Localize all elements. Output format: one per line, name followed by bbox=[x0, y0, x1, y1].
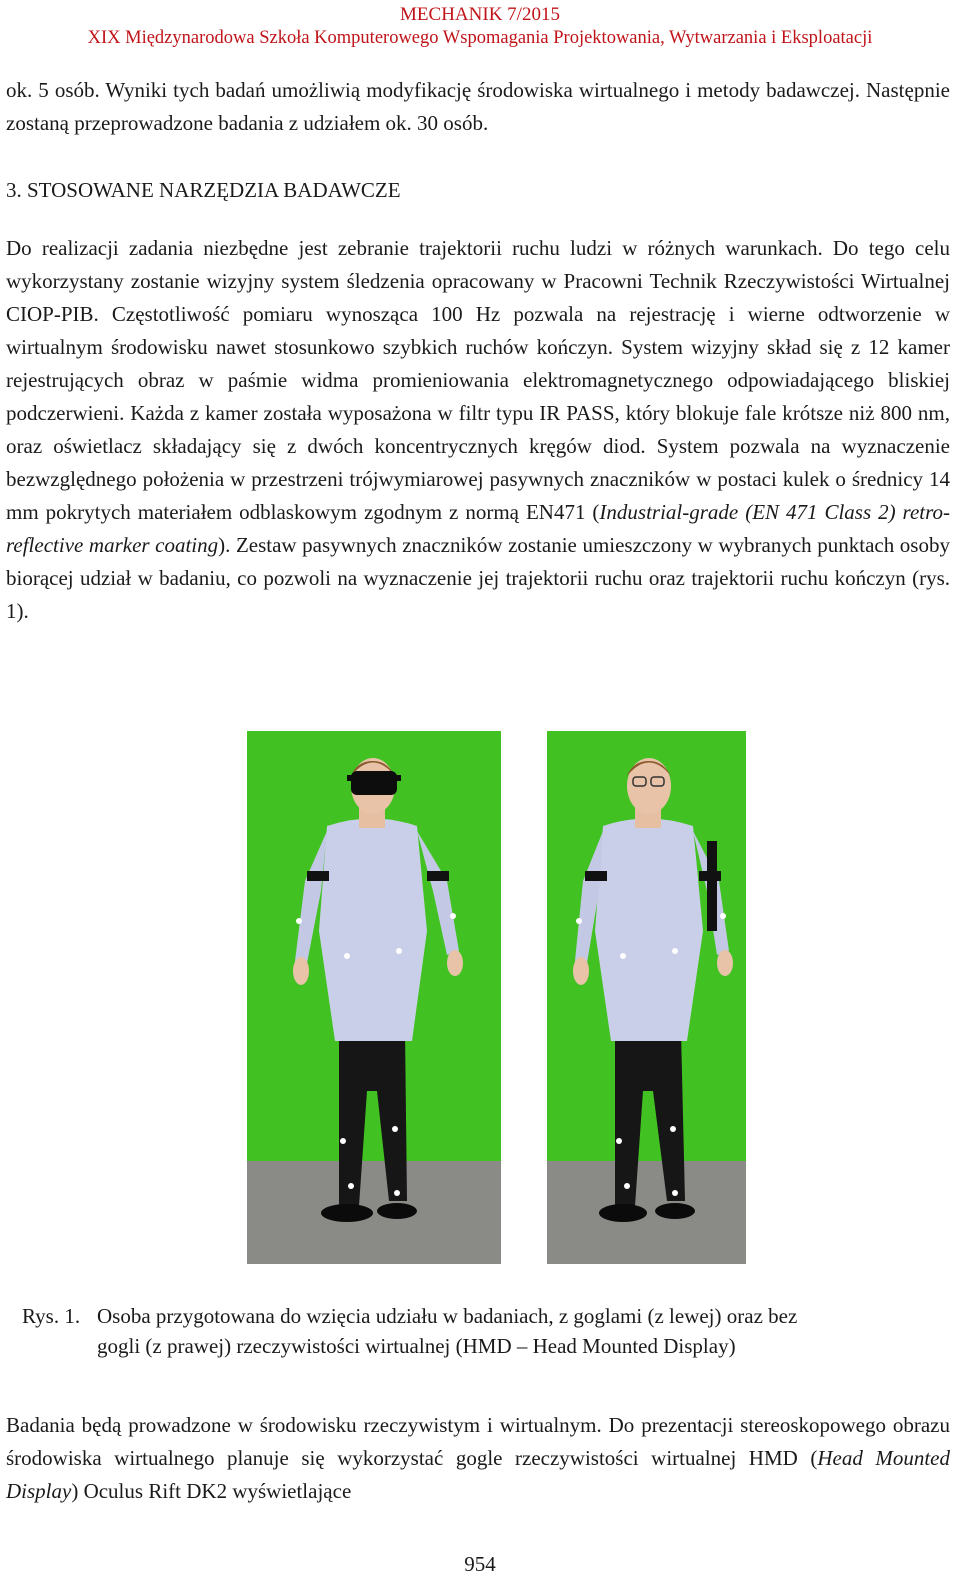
figure-caption-text-1: Osoba przygotowana do wzięcia udziału w badaniach, z goglami (z lewej) oraz bez bbox=[97, 1304, 798, 1328]
paragraph-hmd-italic: Head Mounted Display bbox=[6, 1446, 950, 1503]
paragraph-tools-text-2: ). Zestaw pasywnych znaczników zostanie umieszczony w wybranych punktach osoby biorącej udział w badaniu, co pozwoli na wyznaczenie jej trajektorii ruchu oraz trajektorii ruchu kończyn (rys. 1). bbox=[6, 533, 950, 623]
paragraph-continued: ok. 5 osób. Wyniki tych badań umożliwią modyfikację środowiska wirtualnego i metody badawczej. Następnie zostaną przeprowadzone badania z udziałem ok. 30 osób. bbox=[6, 78, 950, 135]
conference-title: XIX Międzynarodowa Szkoła Komputerowego Wspomagania Projektowania, Wytwarzania i Eksploatacji bbox=[87, 28, 873, 48]
photo-without-goggles-illustration bbox=[547, 731, 746, 1264]
photo-with-goggles bbox=[247, 731, 501, 1264]
paragraph-tools bbox=[6, 232, 950, 628]
page-number: 954 bbox=[464, 1552, 496, 1576]
running-header bbox=[0, 4, 960, 50]
section-heading: 3. STOSOWANE NARZĘDZIA BADAWCZE bbox=[6, 178, 401, 202]
figure-caption bbox=[22, 1301, 942, 1361]
figure-caption-text-2: gogli (z prawej) rzeczywistości wirtualnej (HMD – Head Mounted Display) bbox=[97, 1334, 736, 1358]
paragraph-hmd-text-2: ) Oculus Rift DK2 wyświetlające bbox=[71, 1479, 352, 1503]
paragraph-hmd bbox=[6, 1409, 950, 1508]
paragraph-tools-italic: Industrial-grade (EN 471 Class 2) retro-reflective marker coating bbox=[6, 500, 950, 557]
photo-with-goggles-illustration bbox=[247, 731, 501, 1264]
photo-without-goggles bbox=[547, 731, 746, 1264]
journal-title: MECHANIK 7/2015 bbox=[400, 4, 560, 25]
figure-caption-line-1 bbox=[22, 1301, 942, 1331]
paragraph-tools-text-1: Do realizacji zadania niezbędne jest zebranie trajektorii ruchu ludzi w różnych warunkach. Do tego celu wykorzystany zostanie wizyjny system śledzenia opracowany w Pracowni Technik Rzeczywistości Wirtualnej CIOP-PIB. Częstotliwość pomiaru wynosząca 100 Hz pozwala na rejestrację i wierne odtworzenie w wirtualnym środowisku nawet stosunkowo szybkich ruchów kończyn. System wizyjny skład się z 12 kamer rejestrujących obraz w paśmie widma promieniowania elektromagnetycznego odpowiadającego bliskiej podczerwieni. Każda z kamer została wyposażona w filtr typu IR PASS, który blokuje fale krótsze niż 800 nm, oraz oświetlacz składający się z dwóch koncentrycznych kręgów diod. System pozwala na wyznaczenie bezwzględnego położenia w przestrzeni trójwymiarowej pasywnych znaczników w postaci kulek o średnicy 14 mm pokrytych materiałem odblaskowym zgodnym z normą EN471 ( bbox=[6, 236, 950, 524]
paragraph-hmd-text-1: Badania będą prowadzone w środowisku rzeczywistym i wirtualnym. Do prezentacji stereoskopowego obrazu środowiska wirtualnego planuje się wykorzystać gogle rzeczywistości wirtualnej HMD ( bbox=[6, 1413, 950, 1470]
figure-label: Rys. 1. bbox=[22, 1304, 81, 1328]
